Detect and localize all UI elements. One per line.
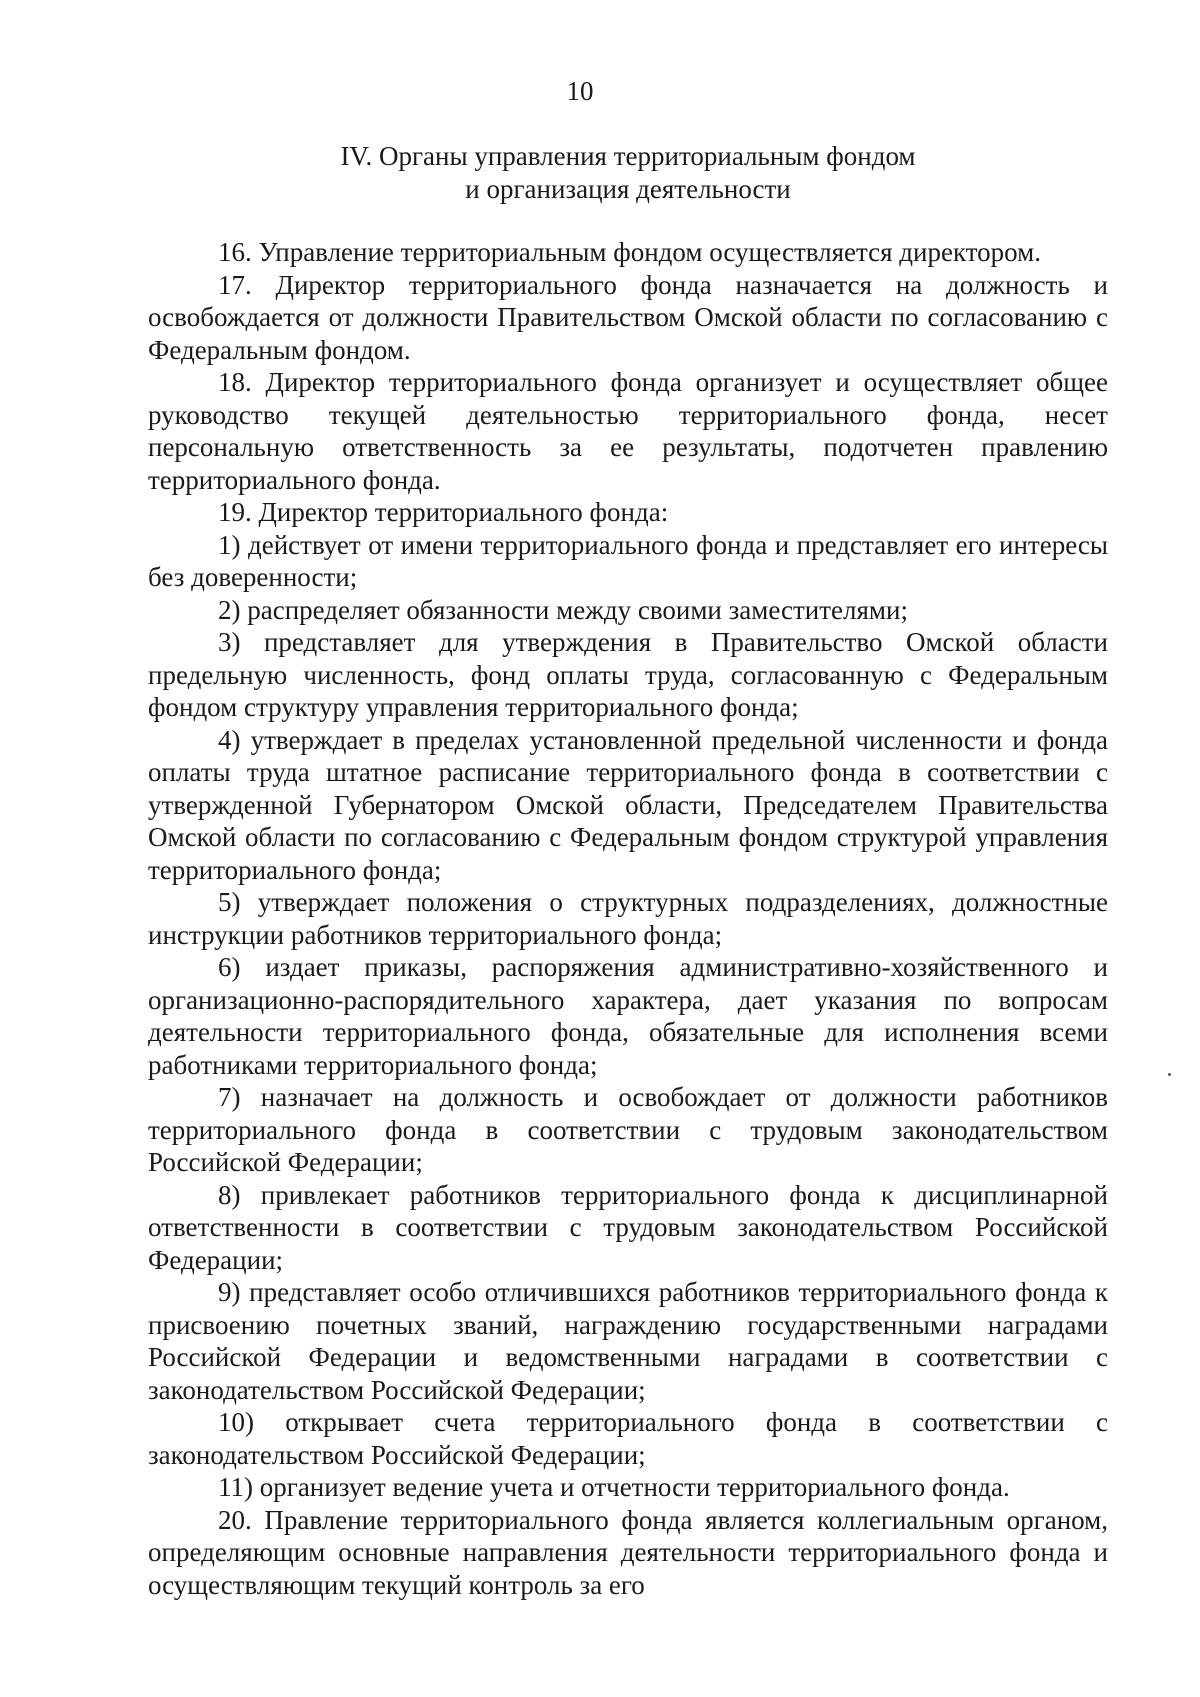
list-item-1: 1) действует от имени территориального фонда и представляет его интересы без доверенности; — [148, 529, 1108, 592]
list-item-5: 5) утверждает положения о структурных подразделениях, должностные инструкции работников территориального фонда; — [148, 887, 1108, 950]
scan-speck — [1168, 1073, 1171, 1076]
list-item-11: 11) организует ведение учета и отчетности территориального фонда. — [218, 1472, 1010, 1502]
paragraph-18: 18. Директор территориального фонда организует и осуществляет общее руководство текущей деятельностью территориального фонда, несет персональную ответственность за ее результаты, подотчетен правлению территориального фонда. — [148, 367, 1108, 495]
section-title-line-2: и организация деятельности — [465, 174, 791, 204]
list-item-3: 3) представляет для утверждения в Правительство Омской области предельную численность, фонд оплаты труда, согласованную с Федеральным фондом структуру управления территориального фонда; — [148, 627, 1108, 722]
page-number: 10 — [566, 76, 594, 106]
list-item-2: 2) распределяет обязанности между своими заместителями; — [218, 594, 908, 625]
section-title — [148, 140, 1108, 206]
list-item-4: 4) утверждает в пределах установленной предельной численности и фонда оплаты труда штатное расписание территориального фонда в соответствии с утвержденной Губернатором Омской области, Председателем Правительства Омской области по согласованию с Федеральным фондом структурой управления территориального фонда; — [148, 724, 1108, 885]
list-item-9: 9) представляет особо отличившихся работников территориального фонда к присвоению почетных званий, награждению государственными наградами Российской Федерации и ведомственными наградами в соответствии с законодательством Российской Федерации; — [148, 1277, 1108, 1405]
list-item-7: 7) назначает на должность и освобождает от должности работников территориального фонда в соответствии с трудовым законодательством Российской Федерации; — [148, 1082, 1108, 1177]
list-item-8: 8) привлекает работников территориального фонда к дисциплинарной ответственности в соответствии с трудовым законодательством Российской Федерации; — [148, 1179, 1108, 1275]
paragraph-17: 17. Директор территориального фонда назначается на должность и освобождается от должности Правительством Омской области по согласованию с Федеральным фондом. — [148, 269, 1108, 365]
paragraph-19: 19. Директор территориального фонда: — [218, 497, 669, 527]
list-item-10: 10) открывает счета территориального фонда в соответствии с законодательством Российской Федерации; — [148, 1407, 1108, 1470]
document-body — [148, 236, 1108, 1601]
list-item-6: 6) издает приказы, распоряжения административно-хозяйственного и организационно-распорядительного характера, дает указания по вопросам деятельности территориального фонда, обязательные для исполнения всеми работниками территориального фонда; — [148, 952, 1108, 1080]
paragraph-20: 20. Правление территориального фонда является коллегиальным органом, определяющим основные направления деятельности территориального фонда и осуществляющим текущий контроль за его — [148, 1504, 1108, 1600]
paragraph-16: 16. Управление территориальным фондом осуществляется директором. — [218, 237, 1041, 267]
section-title-line-1: IV. Органы управления территориальным фондом — [340, 141, 916, 171]
